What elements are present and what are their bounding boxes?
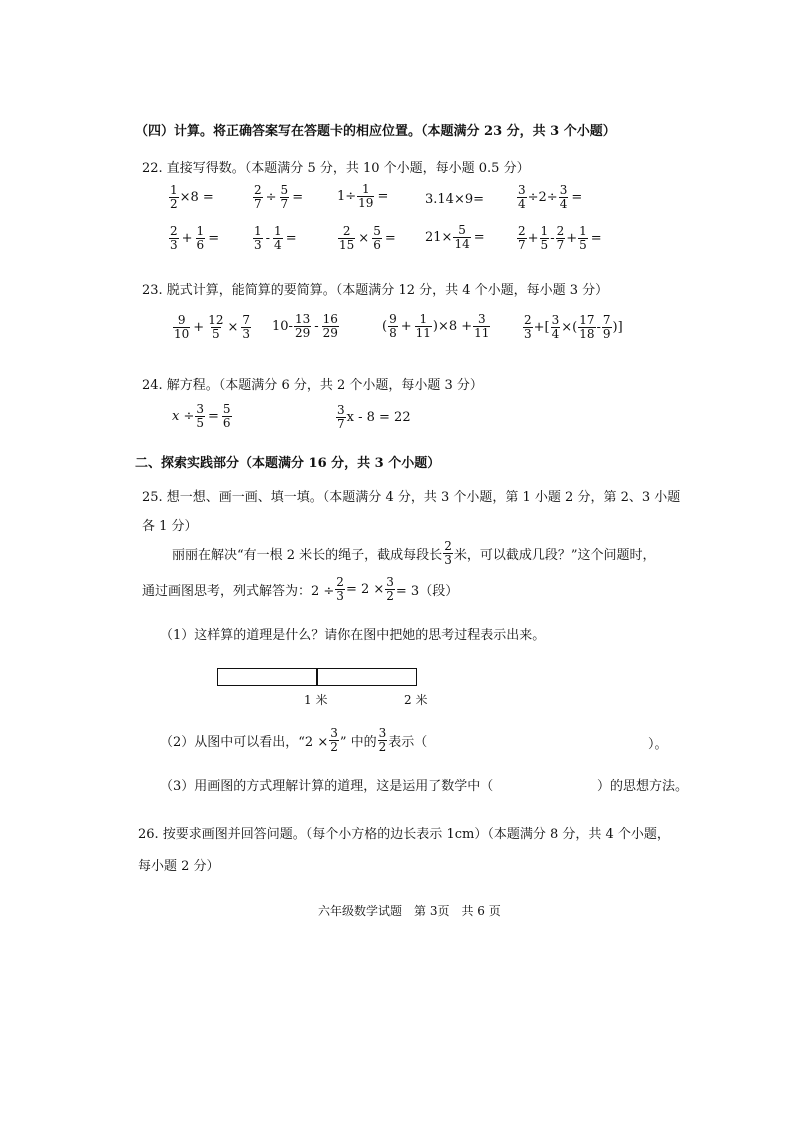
q26-title: 26. 按要求画图并回答问题。（每个小方格的边长表示 1cm）（本题满分 8 分，共 4 个小题， (138, 827, 670, 842)
q25-sub-3-end: ）的思想方法。 (597, 779, 689, 794)
q22-item-8: $\frac{2}{15}$ × $\frac{5}{6}$ = (339, 224, 396, 252)
q24-equation-1: x ÷ $\frac{3}{5}$ = $\frac{5}{6}$ (172, 402, 231, 430)
page-footer: 六年级数学试题 第 3页 共 6 页 (318, 904, 501, 918)
q25-sub-1: （1）这样算的道理是什么？请你在图中把她的思考过程表示出来。 (160, 628, 546, 643)
q22-item-6: $\frac{2}{3}$ + $\frac{1}{6}$ = (170, 224, 220, 252)
bar-label-2m: 2 米 (404, 693, 428, 707)
q25-title-cont: 各 1 分） (142, 519, 198, 534)
section-2-heading: 二、探索实践部分（本题满分 16 分，共 3 个小题） (135, 456, 441, 471)
q22-item-2: $\frac{2}{7}$ ÷ $\frac{5}{7}$ = (254, 183, 304, 211)
q25-paragraph-2: 通过画图思考，列式解答为：2 ÷ $\frac{2}{3}$ = 2 × $\frac{3}{2}$ = 3（段） (142, 575, 459, 603)
q25-paragraph-1: 丽丽在解决“有一根 2 米长的绳子，截成每段长 $\frac{2}{3}$ 米，可以截成几段？”这个问题时， (172, 539, 656, 567)
bar-label-1m: 1 米 (304, 693, 328, 707)
q22-item-7: $\frac{1}{3}$ - $\frac{1}{4}$ = (254, 224, 297, 252)
q25-title: 25. 想一想、画一画、填一填。（本题满分 4 分，共 3 个小题，第 1 小题 2 分，第 2、3 小题 (142, 490, 681, 505)
q22-item-4: 3.14×9= (425, 192, 485, 207)
q23-expr-1: $\frac{9}{10}$ + $\frac{12}{5}$ × $\frac{7}{3}$ (174, 313, 251, 341)
q23-expr-3: ( $\frac{9}{8}$ + $\frac{1}{11}$ )×8 + $\frac{3}{11}$ (382, 312, 490, 340)
q23-expr-4: $\frac{2}{3}$ +[ $\frac{3}{4}$ ×( $\frac{17}{18}$ - $\frac{7}{9}$ )] (524, 313, 623, 341)
q22-item-1: $\frac{1}{2}$ ×8 = (170, 183, 214, 211)
q22-item-5: $\frac{3}{4}$ ÷2÷ $\frac{3}{4}$ = (518, 183, 583, 211)
q24-title: 24. 解方程。（本题满分 6 分，共 2 个小题，每小题 3 分） (142, 378, 483, 393)
q23-title: 23. 脱式计算，能简算的要简算。（本题满分 12 分，共 4 个小题，每小题 3 分） (142, 283, 609, 298)
rope-bar-diagram (217, 668, 417, 686)
q23-expr-2: 10- $\frac{13}{29}$ - $\frac{16}{29}$ (272, 312, 338, 340)
q26-title-cont: 每小题 2 分） (138, 859, 220, 874)
section-4-heading: （四）计算。将正确答案写在答题卡的相应位置。（本题满分 23 分，共 3 个小题） (135, 124, 616, 139)
q25-sub-2-close: ）。 (648, 737, 668, 752)
q22-item-10: $\frac{2}{7}$ + $\frac{1}{5}$ - $\frac{2}{7}$ + $\frac{1}{5}$ = (518, 224, 602, 252)
q25-sub-3-start: （3）用画图的方式理解计算的道理，这是运用了数学中（ (160, 779, 494, 794)
q22-title: 22. 直接写得数。（本题满分 5 分，共 10 个小题，每小题 0.5 分） (142, 161, 530, 176)
q24-equation-2: $\frac{3}{7}$ x - 8 = 22 (337, 403, 411, 431)
q22-item-3: 1÷ $\frac{1}{19}$ = (337, 182, 389, 210)
bar-divider (316, 669, 318, 685)
q22-item-9: 21× $\frac{5}{14}$ = (425, 223, 485, 251)
q25-sub-2: （2）从图中可以看出，“2 × $\frac{3}{2}$ ” 中的 $\frac{3}{2}$ 表示（ (160, 726, 428, 754)
